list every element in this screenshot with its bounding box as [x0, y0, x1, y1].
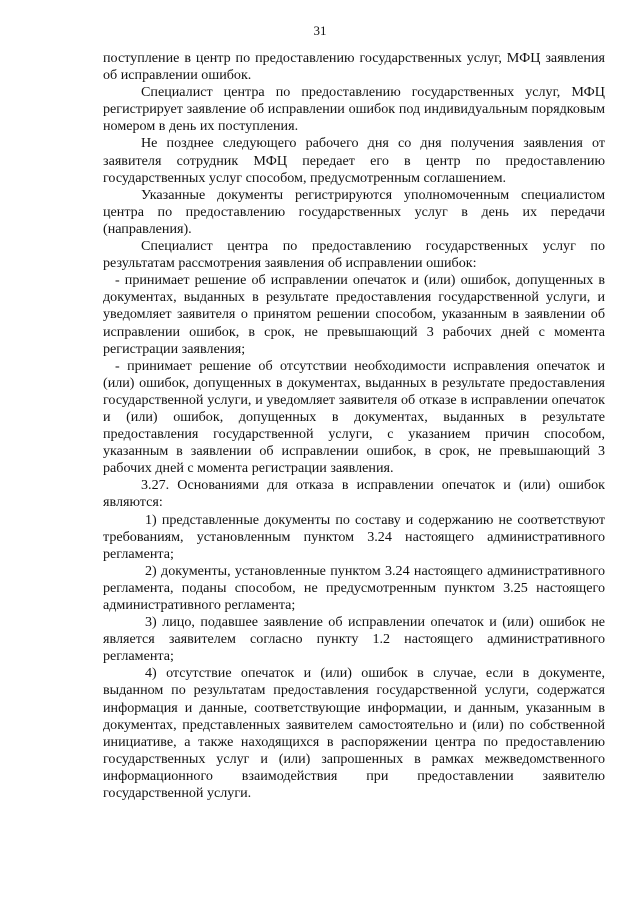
paragraph-continuation: поступление в центр по предоставлению государственных услуг, МФЦ заявления об исправлении ошибок. [103, 50, 605, 84]
list-item-ground-4: 4) отсутствие опечаток и (или) ошибок в случае, если в документе, выданном по результатам предоставления государственной услуги, содержатся информация и данные, соответствующие информации, и данным, указанным в документах, представленных заявителем самостоятельно и (или) по собственной инициативе, а также находящихся в распоряжении центра по предоставлению государственных услуг и (или) запрошенных в рамках межведомственного информационного взаимодействия при предоставлении заявителю государственной услуги. [103, 665, 605, 802]
page-number: 31 [313, 23, 327, 38]
list-item-ground-2: 2) документы, установленные пунктом 3.24 настоящего административного регламента, поданы способом, не предусмотренным пунктом 3.25 настоящего административного регламента; [103, 562, 605, 613]
paragraph-registration: Специалист центра по предоставлению государственных услуг, МФЦ регистрирует заявление об исправлении ошибок под индивидуальным порядковым номером в день их поступления. [103, 84, 605, 135]
paragraph-transfer: Не позднее следующего рабочего дня со дня получения заявления от заявителя сотрудник МФЦ передает его в центр по предоставлению государственных услуг способом, предусмотренным соглашением. [103, 135, 605, 186]
list-item-correction-decision: - принимает решение об исправлении опечаток и (или) ошибок, допущенных в документах, выданных в результате предоставления государственной услуги, и уведомляет заявителя о принятом решении способом, указанным в заявлении об исправлении ошибок, в срок, не превышающий 3 рабочих дней с момента регистрации заявления; [103, 272, 605, 357]
list-item-ground-1: 1) представленные документы по составу и содержанию не соответствуют требованиям, установленным пунктом 3.24 настоящего административного регламента; [103, 511, 605, 562]
paragraph-documents-registered: Указанные документы регистрируются уполномоченным специалистом центра по предоставлению государственных услуг в день их передачи (направления). [103, 186, 605, 237]
list-item-refusal-decision: - принимает решение об отсутствии необходимости исправления опечаток и (или) ошибок, допущенных в документах, выданных в результате предоставления государственной услуги, и уведомляет заявителя об отказе в исправлении опечаток и (или) ошибок, допущенных в документах, выданных в результате предоставления государственной услуги, с указанием причин способом, указанным в заявлении об исправлении ошибок, в срок, не превышающий 3 рабочих дней с момента регистрации заявления. [103, 357, 605, 477]
paragraph-specialist-review: Специалист центра по предоставлению государственных услуг по результатам рассмотрения заявления об исправлении ошибок: [103, 238, 605, 272]
paragraph-section-3-27: 3.27. Основаниями для отказа в исправлении опечаток и (или) ошибок являются: [103, 477, 605, 511]
document-body [103, 50, 605, 802]
list-item-ground-3: 3) лицо, подавшее заявление об исправлении опечаток и (или) ошибок не является заявителем согласно пункту 1.2 настоящего административного регламента; [103, 614, 605, 665]
